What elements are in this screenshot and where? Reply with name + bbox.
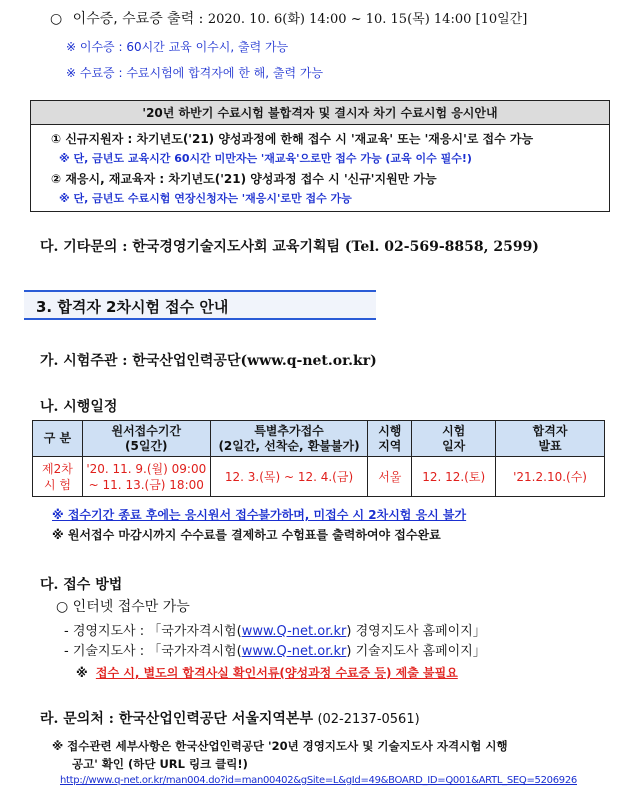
- header-region: [368, 421, 412, 457]
- cert-output-period: 2020. 10. 6(화) 14:00 ~ 10. 15(목) 14:00 [10일간]: [207, 12, 528, 27]
- cell-announcement: '21.2.10.(수): [496, 457, 605, 497]
- method-tech-line: [64, 640, 486, 659]
- reference-mark-icon: ※: [76, 666, 88, 680]
- contact-line: [40, 708, 420, 728]
- cert-output-label: 이수증, 수료증 출력: [72, 11, 195, 27]
- table-row: [33, 457, 605, 497]
- method-mgmt-suffix: ) 경영지도사 홈페이지」: [346, 624, 486, 639]
- header-application-period-days: (5일간): [125, 438, 168, 453]
- cell-category-line1: 제2차: [42, 461, 73, 476]
- header-announcement: [496, 421, 605, 457]
- cell-application-start: '20. 11. 9.(월) 09:00: [86, 461, 207, 476]
- header-special-additional-label: 특별추가접수: [254, 423, 324, 438]
- qnet-link-tech[interactable]: www.Q-net.or.kr: [241, 644, 347, 659]
- header-application-period: [82, 421, 210, 457]
- method-tech-prefix: - 기술지도사 : 「국가자격시험(: [64, 644, 242, 659]
- header-category: 구 분: [33, 421, 83, 457]
- contact-phone: (02-2137-0561): [317, 712, 420, 727]
- table-header-row: [33, 421, 605, 457]
- method-warning-text: 접수 시, 별도의 합격사실 확인서류(양성과정 수료증 등) 제출 불필요: [95, 666, 458, 680]
- section-3-title: 3. 합격자 2차시험 접수 안내: [36, 298, 229, 316]
- other-inquiry: 다. 기타문의 : 한국경영기술지도사회 교육기획팀 (Tel. 02-569-8858, 2599): [40, 239, 539, 255]
- notice-title: '20년 하반기 수료시험 불합격자 및 결시자 차기 수료시험 응시안내: [31, 101, 609, 125]
- section-3-header: [24, 290, 376, 320]
- cert-note-1: ※ 이수증 : 60시간 교육 이수시, 출력 가능: [66, 40, 289, 54]
- method-mgmt-line: [64, 620, 486, 639]
- method-internet-only: ○ 인터넷 접수만 가능: [56, 599, 190, 615]
- header-application-period-label: 원서접수기간: [111, 423, 182, 438]
- notice-line-1: ① 신규지원자 : 차기년도('21) 양성과정에 한해 접수 시 '재교육' 또는 '재응시'로 접수 가능: [51, 132, 534, 146]
- notice-line-4: ※ 단, 금년도 수료시험 연장신청자는 '재응시'로만 접수 가능: [59, 192, 352, 205]
- cell-special-additional: 12. 3.(목) ~ 12. 4.(금): [210, 457, 368, 497]
- contact-note-line-2: 공고' 확인 (하단 URL 링크 클릭!): [72, 757, 248, 771]
- bullet-icon: ○: [50, 11, 63, 27]
- header-region-line1: 시행: [378, 423, 402, 438]
- qnet-link-mgmt[interactable]: www.Q-net.or.kr: [241, 624, 347, 639]
- contact-heading: 라. 문의처 : 한국산업인력공단 서울지역본부: [40, 711, 313, 727]
- cert-output-colon: :: [198, 11, 204, 27]
- method-warning: [76, 664, 458, 681]
- schedule-table: [32, 420, 605, 497]
- header-announcement-line1: 합격자: [532, 423, 568, 438]
- method-mgmt-prefix: - 경영지도사 : 「국가자격시험(: [64, 624, 242, 639]
- header-exam-date: [412, 421, 496, 457]
- header-special-additional: [210, 421, 368, 457]
- notice-line-3: ② 재응시, 재교육자 : 차기년도('21) 양성과정 접수 시 '신규'지원만 가능: [51, 172, 437, 186]
- cell-category-line2: 시 험: [43, 477, 71, 492]
- announcement-url-link[interactable]: http://www.q-net.or.kr/man004.do?id=man00402&gSite=L&gId=49&BOARD_ID=Q001&ARTL_SEQ=5206926: [60, 775, 577, 786]
- header-exam-date-line1: 시험: [442, 423, 466, 438]
- contact-note-line-1: ※ 접수관련 세부사항은 한국산업인력공단 '20년 경영지도사 및 기술지도사 자격시험 시행: [52, 739, 508, 753]
- schedule-heading: 나. 시행일정: [40, 399, 118, 415]
- cell-category: [33, 457, 83, 497]
- method-heading: 다. 접수 방법: [40, 577, 123, 593]
- schedule-note-1: ※ 접수기간 종료 후에는 응시원서 접수불가하며, 미접수 시 2차시험 응시 불가: [52, 508, 467, 522]
- header-exam-date-line2: 일자: [442, 438, 466, 453]
- header-special-additional-note: (2일간, 선착순, 환불불가): [218, 438, 360, 453]
- notice-line-2: ※ 단, 금년도 교육시간 60시간 미만자는 '재교육'으로만 접수 가능 (교육 이수 필수!): [59, 152, 472, 165]
- cert-note-2: ※ 수료증 : 수료시험에 합격자에 한 해, 출력 가능: [66, 66, 324, 80]
- exam-host: 가. 시험주관 : 한국산업인력공단(www.q-net.or.kr): [40, 353, 377, 369]
- schedule-note-2: ※ 원서접수 마감시까지 수수료를 결제하고 수험표를 출력하여야 접수완료: [52, 528, 441, 542]
- cell-exam-date: 12. 12.(토): [412, 457, 496, 497]
- header-announcement-line2: 발표: [538, 438, 562, 453]
- retest-notice-box: [30, 100, 610, 212]
- cell-application-period: [82, 457, 210, 497]
- cell-region: 서울: [368, 457, 412, 497]
- cell-application-end: ~ 11. 13.(금) 18:00: [88, 477, 204, 492]
- cert-output-line: [50, 8, 527, 28]
- header-region-line2: 지역: [378, 438, 402, 453]
- method-tech-suffix: ) 기술지도사 홈페이지」: [346, 644, 486, 659]
